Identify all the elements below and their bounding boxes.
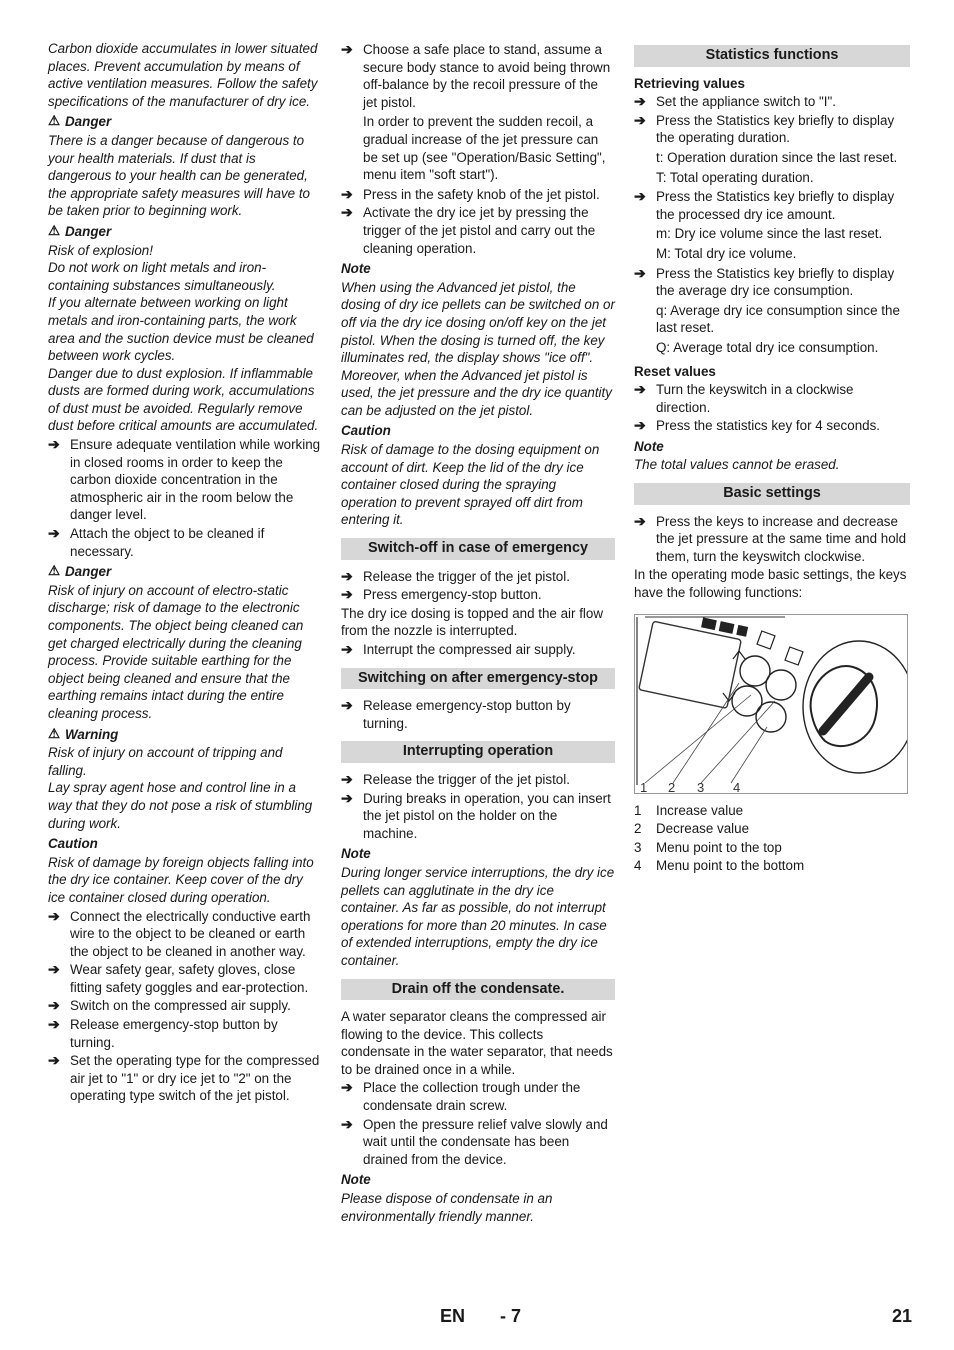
arrow-icon: ➔ xyxy=(48,525,60,542)
step-continuation: In order to prevent the sudden recoil, a gradual increase of the jet pressure can be set up (see "Operation/Basic Setting", menu item "soft start"). xyxy=(363,114,606,183)
step-item: ➔ Release the trigger of the jet pistol. xyxy=(341,770,570,787)
warning-triangle-icon: ⚠ xyxy=(48,222,61,238)
step-item: ➔ Release emergency-stop button by turning. xyxy=(341,697,571,731)
arrow-icon: ➔ xyxy=(48,436,60,453)
figure-label: 2 xyxy=(668,779,676,793)
caution-heading: Caution xyxy=(341,423,391,439)
danger-text: Risk of injury on account of electro-static discharge; risk of damage to the electronic components. The object being cleaned can get charged electrically during the cleaning process. Provide suitable earthing for the object being cleaned and ensure that the earthing remains intact during the entire cleaning process. xyxy=(48,582,304,721)
section-heading-emergency: Switch-off in case of emergency xyxy=(341,538,615,560)
step-item: ➔ Ensure adequate ventilation while working in closed rooms in order to keep the carbon dioxide concentration in the atmospheric air in the room below the danger level. xyxy=(48,436,321,523)
note-heading: Note xyxy=(341,846,371,862)
section-heading-switch-on: Switching on after emergency-stop xyxy=(341,668,615,690)
arrow-icon: ➔ xyxy=(341,204,353,221)
arrow-icon: ➔ xyxy=(634,188,646,205)
step-item: ➔ Open the pressure relief valve slowly and wait until the condensate has been drained from the device. xyxy=(341,1115,608,1167)
arrow-icon: ➔ xyxy=(634,381,646,398)
warning-triangle-icon: ⚠ xyxy=(48,113,61,129)
control-panel-illustration xyxy=(635,615,907,793)
note-text: Please dispose of condensate in an environmentally friendly manner. xyxy=(341,1191,553,1224)
arrow-icon: ➔ xyxy=(634,512,646,529)
arrow-icon: ➔ xyxy=(341,567,353,584)
column-3 xyxy=(634,40,910,876)
arrow-icon: ➔ xyxy=(48,907,60,924)
arrow-icon: ➔ xyxy=(341,185,353,202)
caution-text: Risk of damage by foreign objects falling into the dry ice container. Keep cover of the dry ice container closed during operation. xyxy=(48,854,314,905)
step-item: ➔ Connect the electrically conductive earth wire to the object to be cleaned or earth the object to be cleaned in another way. xyxy=(48,907,311,959)
step-item: ➔ Activate the dry ice jet by pressing the trigger of the jet pistol and carry out the cleaning operation. xyxy=(341,204,596,256)
column-2 xyxy=(341,40,615,1225)
legend-item: 3 Menu point to the top xyxy=(634,839,782,855)
danger-text: Risk of explosion! Do not work on light metals and iron-containing substances simultaneously. If you alternate between working on light metals and iron-containing parts, the work area and the suction device must be cleaned between work cycles. Danger due to dust explosion. If inflammable dusts are formed during work, accumulations of dust must be avoided. Regularly remove dust before critical amounts are accumulated. xyxy=(48,242,319,434)
step-item: ➔ Set the operating type for the compressed air jet to "1" or dry ice jet to "2" on the operating type switch of the jet pistol. xyxy=(48,1052,320,1104)
step-item: ➔ Place the collection trough under the condensate drain screw. xyxy=(341,1079,581,1114)
intro-text: Carbon dioxide accumulates in lower situated places. Prevent accumulation by means of active ventilation measures. Follow the safety specifications of the manufacturer of dry ice. xyxy=(48,41,318,109)
figure-label: 4 xyxy=(733,779,741,793)
subheading-reset: Reset values xyxy=(634,363,716,379)
step-item: ➔ Interrupt the compressed air supply. xyxy=(341,641,576,657)
section-heading-drain: Drain off the condensate. xyxy=(341,979,615,1001)
step-item: ➔ Press emergency-stop button. xyxy=(341,586,542,603)
legend-item: 2 Decrease value xyxy=(634,821,750,837)
arrow-icon: ➔ xyxy=(341,41,353,57)
warning-heading: ⚠ Warning xyxy=(48,725,119,742)
step-item: ➔ Set the appliance switch to "I". xyxy=(634,93,836,110)
step-item: ➔ Release the trigger of the jet pistol. xyxy=(341,567,570,584)
arrow-icon: ➔ xyxy=(634,264,646,281)
arrow-icon: ➔ xyxy=(634,417,646,434)
step-item: ➔ Release emergency-stop button by turning. xyxy=(48,1016,278,1050)
body-text: The dry ice dosing is topped and the air flow from the nozzle is interrupted. xyxy=(341,605,604,639)
arrow-icon: ➔ xyxy=(341,641,353,657)
arrow-icon: ➔ xyxy=(634,111,646,128)
caution-heading: Caution xyxy=(48,836,98,852)
caution-text: Risk of damage to the dosing equipment on account of dirt. Keep the lid of the dry ice container closed during the spraying operation to prevent sprayed off dirt from entering it. xyxy=(341,442,600,528)
step-item: ➔ Press in the safety knob of the jet pistol. xyxy=(341,185,600,202)
section-heading-interrupting: Interrupting operation xyxy=(341,741,615,763)
step-item: ➔ Press the Statistics key briefly to display the processed dry ice amount. xyxy=(634,188,895,222)
legend-item: 1 Increase value xyxy=(634,802,744,818)
note-text: The total values cannot be erased. xyxy=(634,457,840,473)
danger-heading: ⚠ Danger xyxy=(48,113,112,130)
step-item: ➔ During breaks in operation, you can insert the jet pistol on the holder on the machine. xyxy=(341,789,611,841)
step-item: ➔ Press the Statistics key briefly to display the operating duration. xyxy=(634,111,895,146)
note-heading: Note xyxy=(341,1172,371,1188)
step-continuation: q: Average dry ice consumption since the last reset. xyxy=(656,302,900,336)
step-continuation: m: Dry ice volume since the last reset. xyxy=(656,226,883,242)
danger-heading: ⚠ Danger xyxy=(48,222,112,239)
arrow-icon: ➔ xyxy=(341,789,353,806)
footer-language: EN xyxy=(440,1306,466,1326)
section-heading-basic-settings: Basic settings xyxy=(634,483,910,505)
step-item: ➔ Press the statistics key for 4 seconds. xyxy=(634,417,881,434)
step-continuation: Q: Average total dry ice consumption. xyxy=(656,339,879,355)
legend-item: 4 Menu point to the bottom xyxy=(634,858,805,874)
step-continuation: T: Total operating duration. xyxy=(656,169,814,185)
warning-triangle-icon: ⚠ xyxy=(48,725,61,741)
step-item: ➔ Wear safety gear, safety gloves, close fitting safety goggles and ear-protection. xyxy=(48,961,309,995)
step-item: ➔ Press the Statistics key briefly to display the average dry ice consumption. xyxy=(634,264,895,299)
warning-text: Risk of injury on account of tripping and falling. Lay spray agent hose and control line in a way that they do not pose a risk of stumbling during work. xyxy=(48,745,313,831)
danger-text: There is a danger because of dangerous to your health materials. If dust that is dangerous to your health can be generated, the appropriate safety measures will have to be taken prior to beginning work. xyxy=(48,132,311,219)
figure-label: 3 xyxy=(697,779,705,793)
step-item: ➔ Press the keys to increase and decrease the jet pressure at the same time and hold them, turn the keyswitch clockwise. xyxy=(634,512,907,564)
figure-label: 1 xyxy=(640,779,648,793)
control-panel-figure xyxy=(634,614,908,794)
body-text: In the operating mode basic settings, the keys have the following functions: xyxy=(634,567,907,601)
arrow-icon: ➔ xyxy=(48,961,60,978)
arrow-icon: ➔ xyxy=(341,586,353,603)
note-heading: Note xyxy=(341,261,371,277)
footer-section-page: - 7 xyxy=(500,1306,522,1326)
arrow-icon: ➔ xyxy=(341,697,353,714)
note-text: When using the Advanced jet pistol, the dosing of dry ice pellets can be switched on or off via the dry ice dosing on/off key on the jet pistol. When the dosing is turned off, the key illuminates red, the display shows "ice off". Moreover, when the Advanced jet pistol is used, the jet pressure and the dry ice quantity can be adjusted on the jet pistol. xyxy=(341,279,615,418)
note-heading: Note xyxy=(634,438,664,454)
arrow-icon: ➔ xyxy=(48,1052,60,1069)
arrow-icon: ➔ xyxy=(341,1079,353,1096)
arrow-icon: ➔ xyxy=(48,997,60,1014)
note-text: During longer service interruptions, the dry ice pellets can agglutinate in the dry ice container. As far as possible, do not interrupt operations for more than 20 minutes. In case of extended interruptions, empty the dry ice container. xyxy=(341,864,615,968)
arrow-icon: ➔ xyxy=(48,1016,60,1033)
step-continuation: t: Operation duration since the last reset. xyxy=(656,149,898,165)
arrow-icon: ➔ xyxy=(341,1115,353,1132)
danger-heading: ⚠ Danger xyxy=(48,563,112,580)
warning-triangle-icon: ⚠ xyxy=(48,563,61,579)
step-item: ➔ Turn the keyswitch in a clockwise direction. xyxy=(634,381,854,415)
step-continuation: M: Total dry ice volume. xyxy=(656,245,797,261)
step-item: ➔ Switch on the compressed air supply. xyxy=(48,997,291,1014)
body-text: A water separator cleans the compressed air flowing to the device. This collects condensate in the water separator, that needs to be drained once in a while. xyxy=(341,1009,613,1077)
arrow-icon: ➔ xyxy=(341,770,353,787)
arrow-icon: ➔ xyxy=(634,93,646,110)
column-1 xyxy=(48,40,322,1106)
subheading-retrieving: Retrieving values xyxy=(634,75,745,91)
footer-page-number: 21 xyxy=(892,1306,913,1326)
step-item: ➔ Choose a safe place to stand, assume a secure body stance to avoid being thrown off-balance by the recoil pressure of the jet pistol. xyxy=(341,41,611,110)
section-heading-statistics: Statistics functions xyxy=(634,45,910,67)
step-item: ➔ Attach the object to be cleaned if necessary. xyxy=(48,525,265,559)
